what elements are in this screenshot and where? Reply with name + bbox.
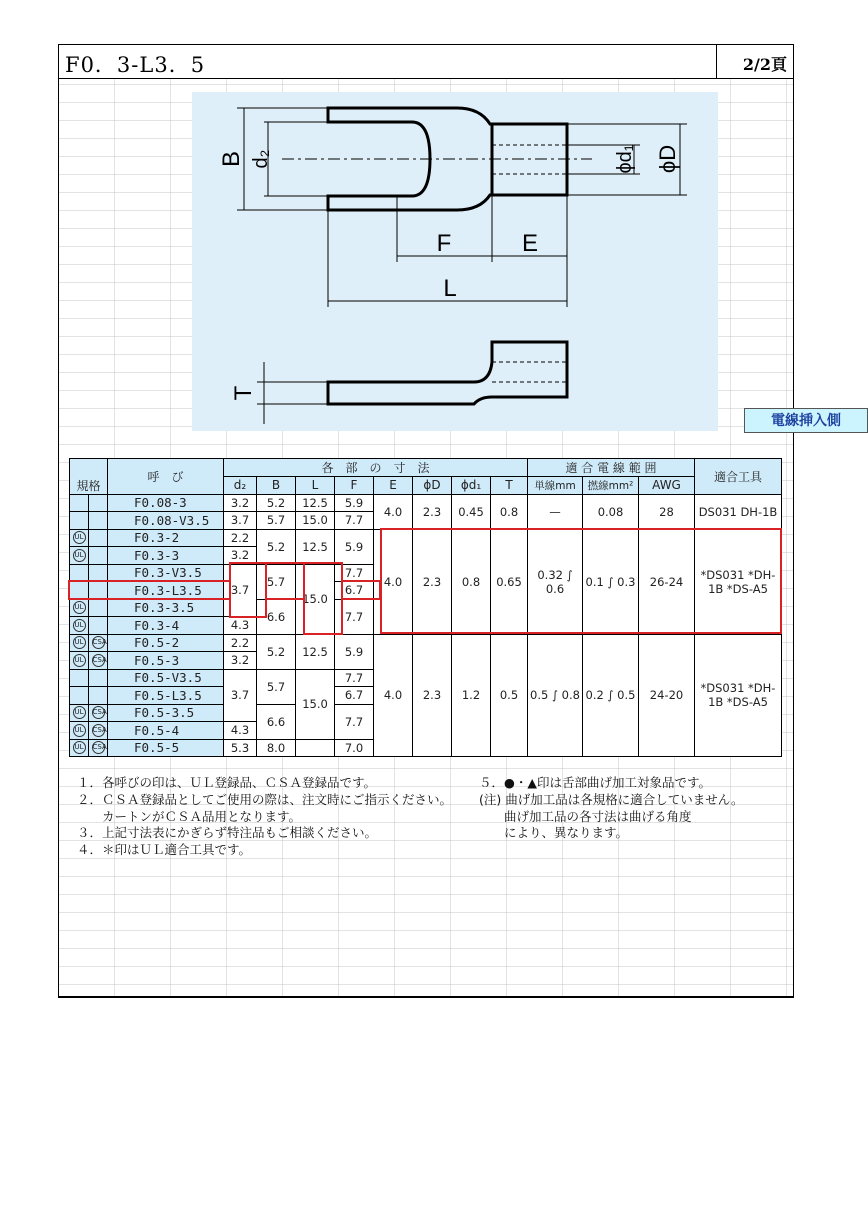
table-row: F0.08-3 3.2 5.2 12.5 5.9 4.0 2.3 0.45 0.8 — 0.08 28 DS031 DH-1B [70,494,782,512]
ul-mark: UL [73,531,86,544]
notes-left: １．各呼びの印は、ＵＬ登録品、ＣＳＡ登録品です。 ２．ＣＳＡ登録品としてご使用の際は、注文時にご指示ください。 カートンがＣＳＡ品用となります。 ３．上記寸法表にかぎらず特注品もご相談ください。 ４．＊印はＵＬ適合工具です。 [77,775,453,858]
col-wire: 適 合 電 線 範 囲 [528,459,695,477]
table-row: UL CSA F0.5-3 3.2 [70,652,782,670]
label-D: ϕD [655,144,680,174]
table-row: UL F0.3-3 3.2 [70,547,782,565]
csa-mark: CSA [92,724,105,737]
table-row: UL CSA F0.5-2 2.2 5.2 12.5 5.9 4.0 2.3 1.2 0.5 0.5 ∫ 0.8 0.2 ∫ 0.5 24-20 *DS031 *DH-1B *DS-A5 [70,634,782,652]
label-B: B [218,150,245,168]
table-row: UL CSA F0.5-5 5.3 8.0 7.0 [70,739,782,757]
insert-side-label: 電線挿入側 [744,408,868,433]
label-F: F [436,230,452,257]
highlight-B [265,562,305,600]
label-d1: ϕd₁ [614,144,636,174]
csa-mark: CSA [92,654,105,667]
notes-right: ５．●・▲印は舌部曲げ加工対象品です。 (注) 曲げ加工品は各規格に適合していません。 曲げ加工品の各寸法は曲げる角度 により、異なります。 [479,775,744,841]
highlight-common [380,528,782,634]
page-number: 2/2頁 [742,55,787,74]
label-L: L [443,275,457,302]
table-row: F0.5-V3.5 3.7 5.7 15.0 7.7 [70,669,782,687]
label-E: E [521,230,539,257]
highlight-d2 [229,562,267,618]
table-row: F0.08-V3.5 3.7 5.7 15.0 7.7 [70,512,782,530]
spec-sheet [58,44,841,998]
col-name: 呼 び [108,459,224,495]
label-d2: d₂ [250,149,272,169]
ul-mark: UL [73,636,86,649]
highlight-F [341,580,381,600]
ul-mark: UL [73,741,86,754]
highlight-name-row [68,580,231,600]
title-bar [59,45,793,79]
ul-mark: UL [73,654,86,667]
csa-mark: CSA [92,741,105,754]
table-row: F0.3-V3.5 3.7 5.7 15.0 7.7 [70,564,782,582]
ul-mark: UL [73,549,86,562]
ul-mark: UL [73,601,86,614]
ul-mark: UL [73,706,86,719]
col-std: 規格 [70,477,108,495]
side-view [328,342,567,404]
page-number-box [716,45,793,78]
csa-mark: CSA [92,706,105,719]
highlight-L [303,562,343,635]
spec-table: 呼 び 各 部 の 寸 法 適 合 電 線 範 囲 適合工具 規格 d₂ B L F E ϕD ϕd₁ T 単線mm 撚線mm² AWG F0.08-3 3.2 5.2 12.5 5.9 4.0 2.3 0.45 0.8 — 0.08 28 DS031 DH-1B F0.08-V3.5 3.7 5.7 15.0 7.7 UL F0.3-2 2.2 5.2 12.5 5.9 4.0 2.3 0.8 0.65 0.32 ∫ 0.6 0.1 ∫ 0.3 26-24 *DS031 *DH-1B *DS-A5 UL F0.3-3 3.2 F0.3-V3.5 3.7 5.7 15.0 7.7 F0.3-L3.5 6.7 UL F0.3-3.5 6.6 7.7 UL F0.3-4 4.3 UL CSA F0.5-2 2.2 5.2 12.5 5.9 4.0 2.3 1.2 0.5 0.5 ∫ 0.8 0.2 ∫ 0.5 24-20 *DS031 *DH-1B *DS-A5 UL CSA F0.5-3 3.2 F0.5-V3.5 3.7 5.7 15.0 7.7 F0.5-L3.5 6.7 UL CSA F0.5-3.5 6.6 7.7 UL CSA F0.5-4 4.3 UL CSA F0.5-5 5.3 8.0 7.0 [69,458,782,757]
table-row: F0.3-L3.5 6.7 [70,582,782,600]
col-tool: 適合工具 [695,459,782,495]
table-row: UL F0.3-2 2.2 5.2 12.5 5.9 4.0 2.3 0.8 0.65 0.32 ∫ 0.6 0.1 ∫ 0.3 26-24 *DS031 *DH-1B *DS-A5 [70,529,782,547]
terminal-diagram [192,92,841,431]
table-row: UL F0.3-3.5 6.6 7.7 [70,599,782,617]
ul-mark: UL [73,619,86,632]
ul-mark: UL [73,724,86,737]
page-title: F0．3-L3．5 [65,53,206,77]
table-row: F0.5-L3.5 6.7 [70,687,782,705]
csa-mark: CSA [92,636,105,649]
terminal-drawing [192,92,718,431]
table-row: UL CSA F0.5-4 4.3 [70,722,782,740]
table-row: UL F0.3-4 4.3 [70,617,782,635]
table-row: UL CSA F0.5-3.5 6.6 7.7 [70,704,782,722]
col-dims: 各 部 の 寸 法 [224,459,528,477]
label-T: T [230,385,257,401]
